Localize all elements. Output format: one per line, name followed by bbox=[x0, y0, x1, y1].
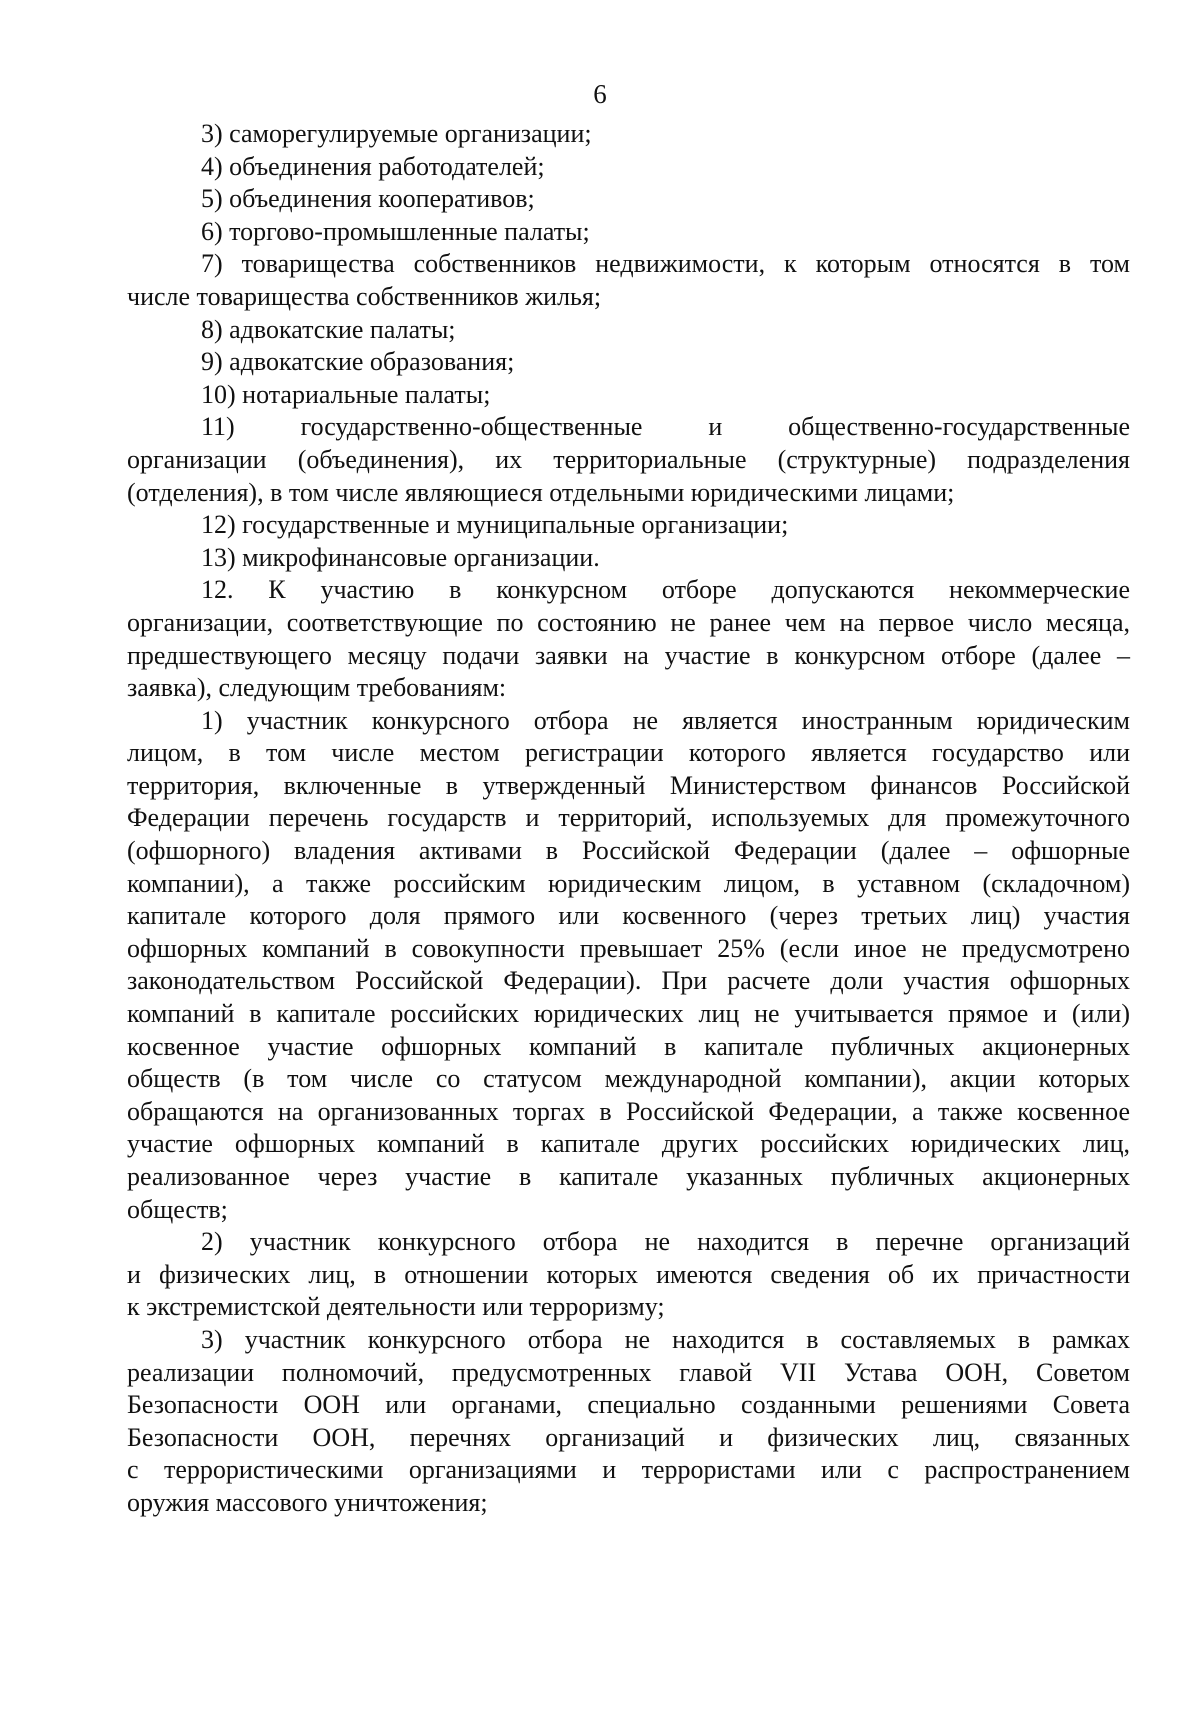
paragraph bbox=[127, 248, 1130, 313]
paragraph bbox=[127, 411, 1130, 509]
text-line: числе товарищества собственников жилья; bbox=[127, 281, 602, 311]
text-line: и физических лиц, в отношении которых имеются сведения об их причастности bbox=[127, 1259, 1130, 1289]
paragraph bbox=[127, 151, 1130, 184]
text-line: участие офшорных компаний в капитале других российских юридических лиц, bbox=[127, 1129, 1130, 1159]
text-line: 4) объединения работодателей; bbox=[201, 151, 545, 181]
paragraph bbox=[127, 216, 1130, 249]
text-line: 13) микрофинансовые организации. bbox=[201, 542, 600, 572]
text-line: компании), а также российским юридическим лицом, в уставном (складочном) bbox=[127, 868, 1130, 898]
text-line: 8) адвокатские палаты; bbox=[201, 314, 456, 344]
document-body bbox=[127, 118, 1130, 1520]
text-line: (офшорного) владения активами в Российской Федерации (далее – офшорные bbox=[127, 836, 1130, 866]
text-line: предшествующего месяцу подачи заявки на участие в конкурсном отборе (далее – bbox=[127, 640, 1130, 670]
text-line: с террористическими организациями и террористами или с распространением bbox=[127, 1455, 1130, 1485]
paragraph bbox=[127, 705, 1130, 1227]
text-line: 3) саморегулируемые организации; bbox=[201, 119, 592, 148]
paragraph bbox=[127, 509, 1130, 542]
text-line: 5) объединения кооперативов; bbox=[201, 184, 535, 214]
paragraph bbox=[127, 542, 1130, 575]
text-line: оружия массового уничтожения; bbox=[127, 1487, 488, 1517]
text-line: организации (объединения), их территориальные (структурные) подразделения bbox=[127, 444, 1130, 474]
text-line: 10) нотариальные палаты; bbox=[201, 379, 491, 409]
paragraph bbox=[127, 1324, 1130, 1520]
text-line: реализованное через участие в капитале указанных публичных акционерных bbox=[127, 1162, 1130, 1191]
text-line: 7) товарищества собственников недвижимости, к которым относятся в том bbox=[201, 249, 1130, 279]
text-line: Безопасности ООН или органами, специально созданными решениями Совета bbox=[127, 1390, 1130, 1420]
text-line: капитале которого доля прямого или косвенного (через третьих лиц) участия bbox=[127, 901, 1130, 931]
text-line: компаний в капитале российских юридических лиц не учитывается прямое и (или) bbox=[127, 999, 1130, 1029]
text-line: к экстремистской деятельности или терроризму; bbox=[127, 1292, 665, 1322]
text-line: 12) государственные и муниципальные организации; bbox=[201, 510, 789, 540]
paragraph bbox=[127, 118, 1130, 151]
text-line: 9) адвокатские образования; bbox=[201, 347, 515, 377]
text-line: 3) участник конкурсного отбора не находится в составляемых в рамках bbox=[201, 1324, 1130, 1354]
text-line: Безопасности ООН, перечнях организаций и физических лиц, связанных bbox=[127, 1422, 1130, 1452]
text-line: заявка), следующим требованиям: bbox=[127, 673, 507, 703]
text-line: 6) торгово-промышленные палаты; bbox=[201, 216, 590, 246]
paragraph bbox=[127, 1226, 1130, 1324]
text-line: 12. К участию в конкурсном отборе допускаются некоммерческие bbox=[201, 575, 1130, 605]
text-line: обществ; bbox=[127, 1194, 228, 1224]
paragraph bbox=[127, 346, 1130, 379]
text-line: обращаются на организованных торгах в Российской Федерации, а также косвенное bbox=[127, 1096, 1130, 1126]
paragraph bbox=[127, 379, 1130, 412]
page-number: 6 bbox=[593, 79, 607, 109]
text-line: 2) участник конкурсного отбора не находится в перечне организаций bbox=[201, 1227, 1130, 1257]
text-line: обществ (в том числе со статусом международной компании), акции которых bbox=[127, 1064, 1130, 1094]
text-line: (отделения), в том числе являющиеся отдельными юридическими лицами; bbox=[127, 477, 955, 507]
text-line: Федерации перечень государств и территорий, используемых для промежуточного bbox=[127, 803, 1130, 833]
paragraph bbox=[127, 183, 1130, 216]
text-line: 1) участник конкурсного отбора не является иностранным юридическим bbox=[201, 705, 1130, 735]
text-line: реализации полномочий, предусмотренных главой VII Устава ООН, Советом bbox=[127, 1357, 1130, 1387]
text-line: организации, соответствующие по состоянию не ранее чем на первое число месяца, bbox=[127, 607, 1130, 637]
text-line: территория, включенные в утвержденный Министерством финансов Российской bbox=[127, 770, 1130, 800]
text-line: 11) государственно-общественные и общественно-государственные bbox=[201, 412, 1130, 442]
paragraph bbox=[127, 314, 1130, 347]
paragraph bbox=[127, 574, 1130, 704]
text-line: лицом, в том числе местом регистрации которого является государство или bbox=[127, 738, 1130, 768]
text-line: косвенное участие офшорных компаний в капитале публичных акционерных bbox=[127, 1031, 1130, 1061]
text-line: законодательством Российской Федерации). При расчете доли участия офшорных bbox=[127, 966, 1130, 996]
text-line: офшорных компаний в совокупности превышает 25% (если иное не предусмотрено bbox=[127, 933, 1130, 963]
